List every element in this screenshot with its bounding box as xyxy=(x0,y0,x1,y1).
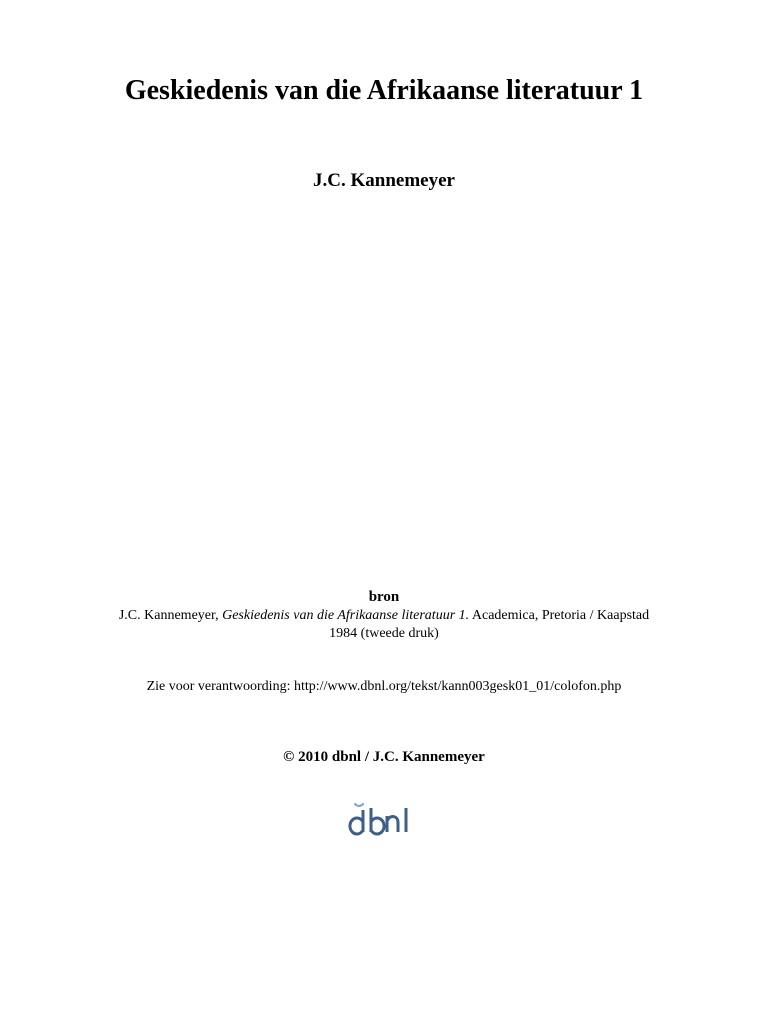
document-title: Geskiedenis van die Afrikaanse literatuur 1 xyxy=(124,75,644,106)
source-block xyxy=(60,588,708,643)
dbnl-logo-n xyxy=(387,816,398,832)
source-author: J.C. Kannemeyer, xyxy=(118,608,223,623)
source-citation xyxy=(60,607,708,643)
verantwoording-note: Zie voor verantwoording: http://www.dbnl.org/tekst/kann003gesk01_01/colofon.php xyxy=(146,679,622,694)
source-book-title: Geskiedenis van die Afrikaanse literatuur 1. xyxy=(222,608,470,623)
dbnl-logo-d xyxy=(350,810,363,834)
copyright-notice: © 2010 dbnl / J.C. Kannemeyer xyxy=(283,749,485,765)
dbnl-logo-b xyxy=(371,808,384,834)
source-publisher: Academica, Pretoria / Kaapstad xyxy=(469,608,650,623)
source-heading: bron xyxy=(368,589,400,605)
dbnl-logo xyxy=(346,798,422,838)
source-edition: 1984 (tweede druk) xyxy=(329,626,439,641)
dbnl-logo-accent xyxy=(355,804,363,806)
document-author: J.C. Kannemeyer xyxy=(313,170,455,191)
